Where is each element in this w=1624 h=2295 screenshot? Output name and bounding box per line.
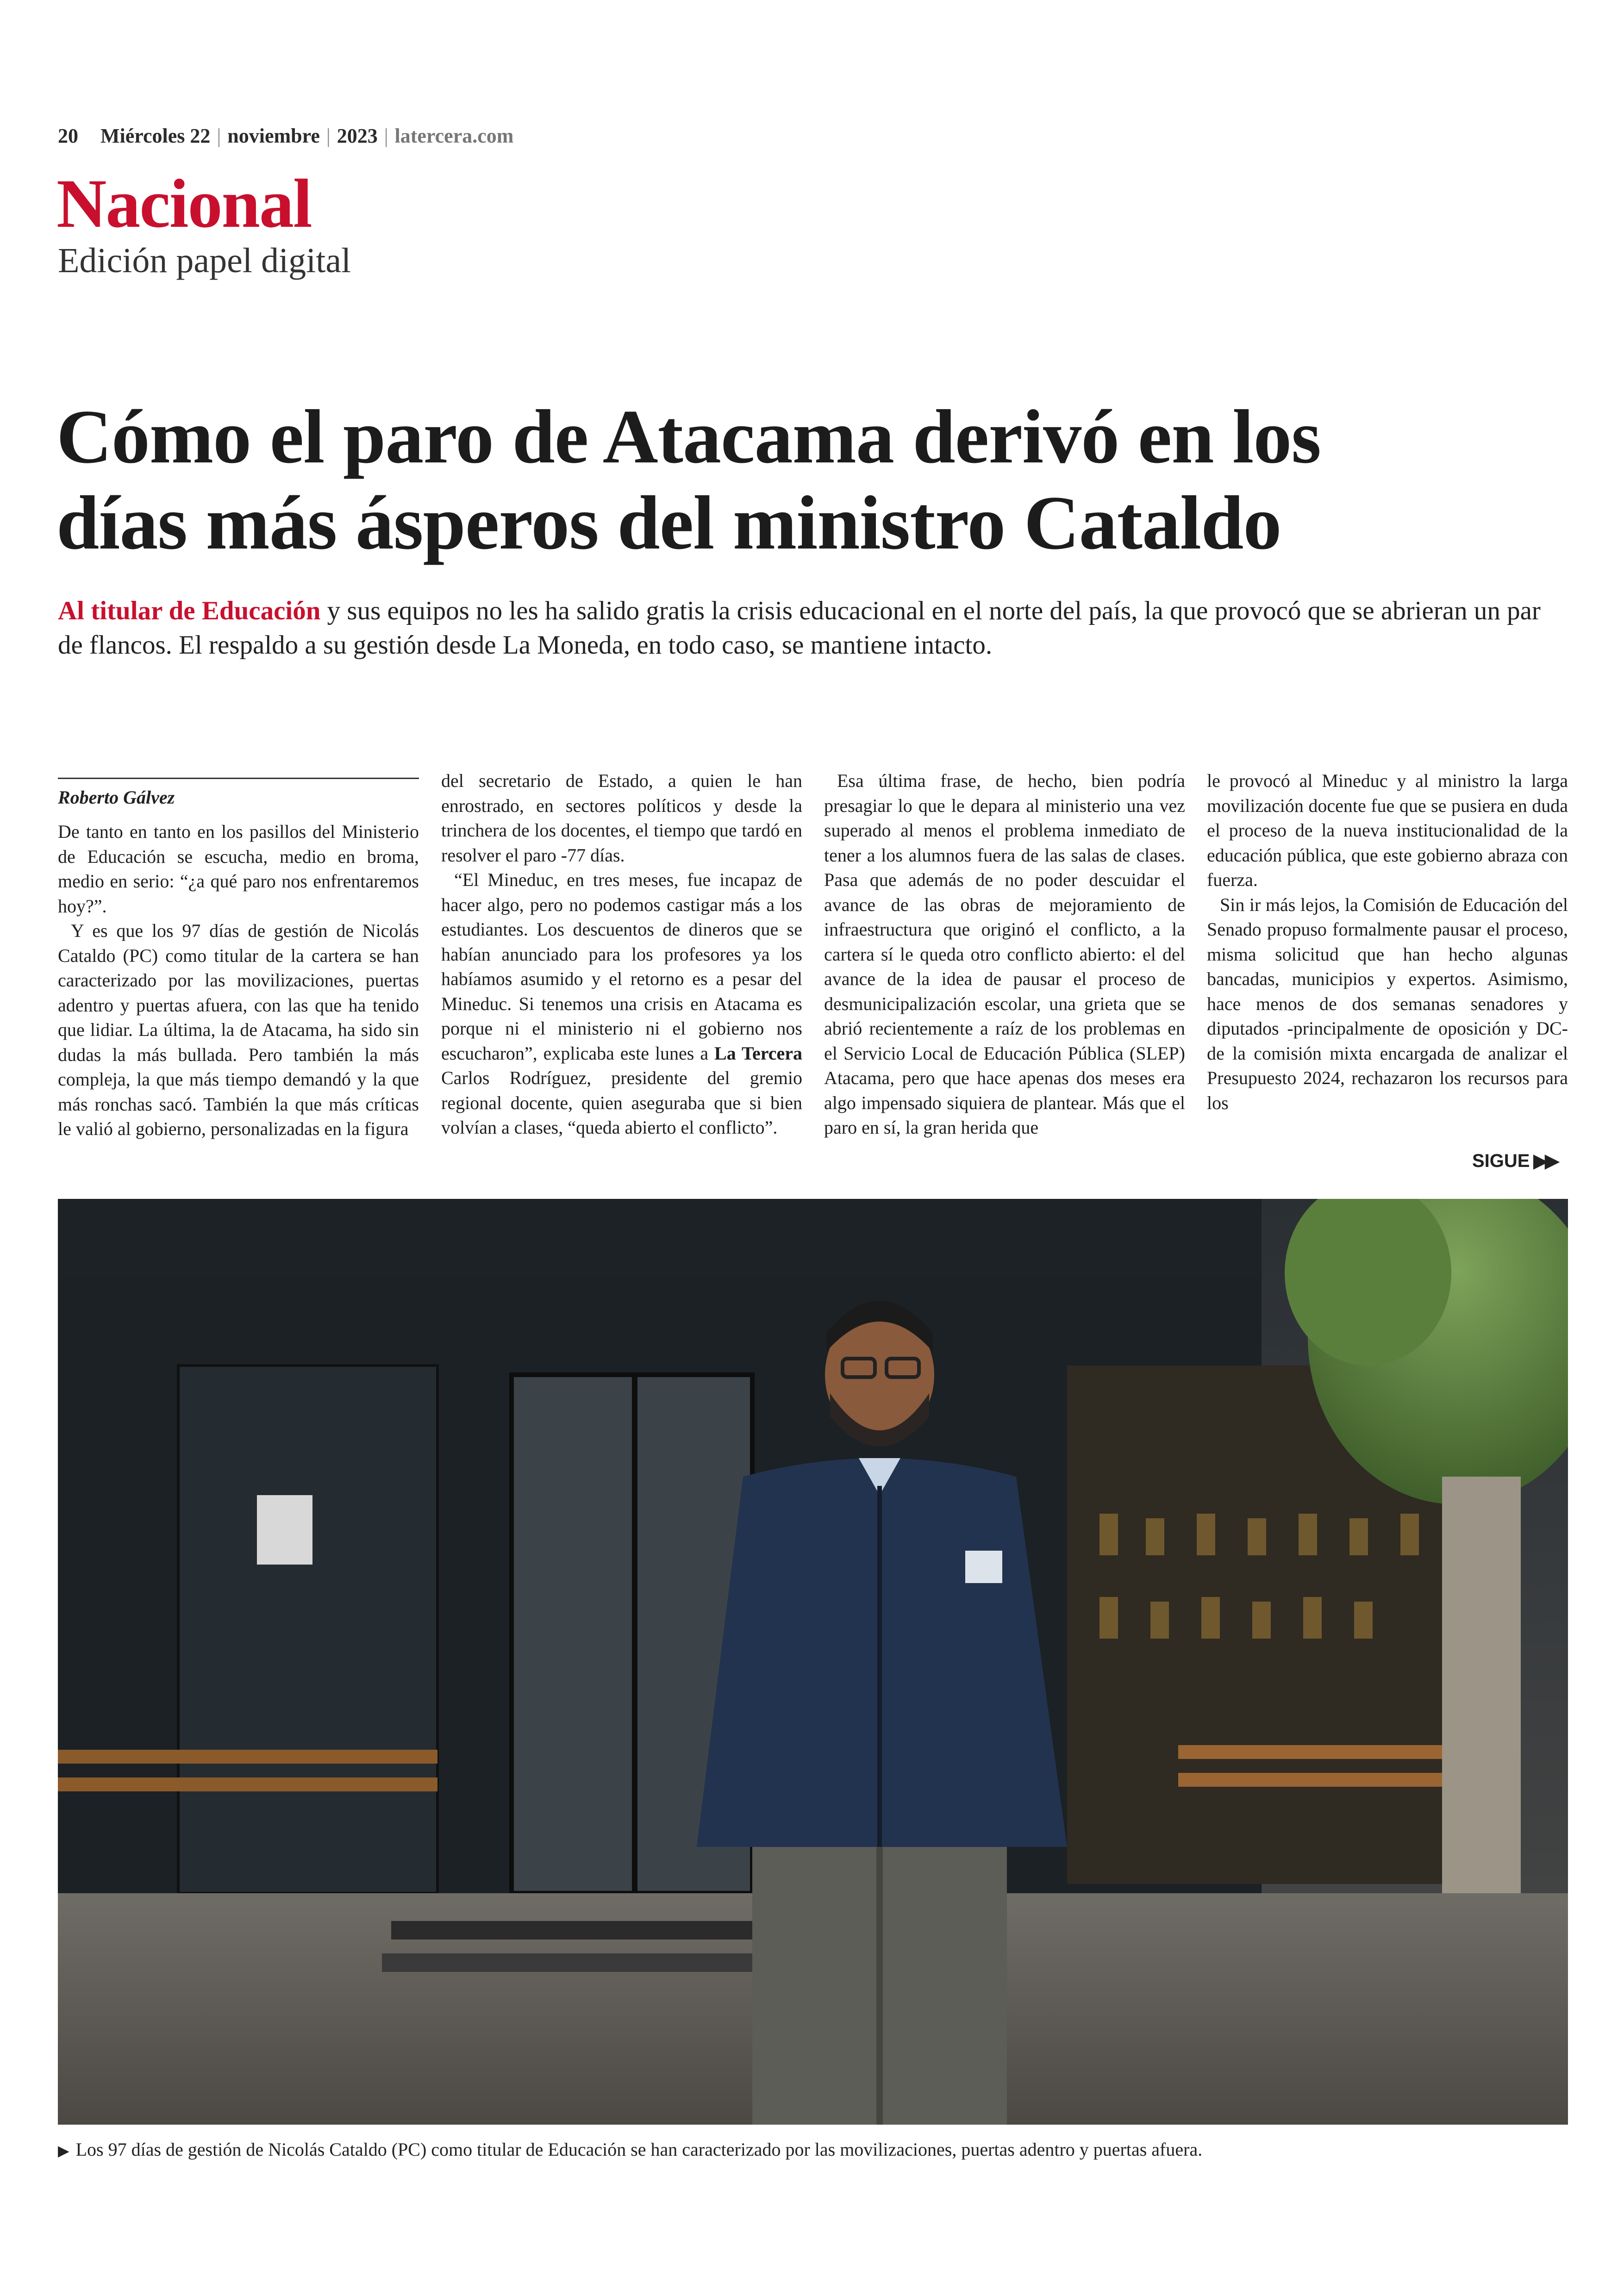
deck-lead: Al titular de Educación [58, 596, 321, 625]
paragraph: Esa última frase, de hecho, bien podría presagiar lo que le depara al ministerio una vez superado al menos el problema inmediato de tener a los alumnos fuera de las salas de clases. Pasa que además de no poder descuidar el avance de las obras de mejoramiento de infraestructura que originó el conflicto, a la cartera sí le queda otro conflicto abierto: el del avance de la idea de pausar el proceso de desmunicipalización escolar, una grieta que se abrió recientemente a raíz de los problemas en el Servicio Local de Educación Pública (SLEP) Atacama, pero que hace apenas dos meses era algo impensado siquiera de plantear. Más que el paro en sí, la gran herida que [824, 770, 1185, 1138]
paragraph: Sin ir más lejos, la Comisión de Educación del Senado propuso formalmente pausar el proceso, misma solicitud que han hecho algunas bancadas, municipios y expertos. Asimismo, hace menos de dos semanas senadores y diputados -principalmente de oposición y DC- de la comisión mixta encargada de analizar el Presupuesto 2024, rechazaron los recursos para los [1207, 894, 1568, 1113]
continue-label: SIGUE [1472, 1151, 1530, 1171]
date-year: 2023 [337, 125, 378, 147]
paragraph-text: Carlos Rodríguez, presidente del gremio regional docente, quien aseguraba que si bien volvían a clases, “queda abierto el conflicto”. [441, 1067, 802, 1138]
caption-text: Los 97 días de gestión de Nicolás Cataldo (PC) como titular de Educación se han caracterizado por las movilizaciones, puertas adentro y puertas afuera. [75, 2139, 1203, 2160]
body-column-2 [441, 768, 802, 1140]
deck-text: y sus equipos no les ha salido gratis la crisis educacional en el norte del país, la que provocó que se abrieran un par de flancos. El respaldo a su gestión desde La Moneda, en todo caso, se mantiene intacto. [58, 596, 1541, 660]
photo-illustration [58, 1199, 1568, 2125]
body-column-4 [1207, 768, 1568, 1115]
paragraph-text: “El Mineduc, en tres meses, fue incapaz de hacer algo, pero no podemos castigar más a los estudiantes. Los descuentos de dineros que se habían anunciado para los profesores ya los habíamos asumido y el retorno es a pesar del Mineduc. Si tenemos una crisis en Atacama es porque ni el ministerio ni el gobierno nos escucharon”, explicaba este lunes a [441, 869, 802, 1064]
paragraph: De tanto en tanto en los pasillos del Ministerio de Educación se escucha, medio en broma, medio en serio: “¿a qué paro nos enfrentaremos hoy?”. [58, 821, 419, 917]
site-link[interactable]: latercera.com [394, 125, 514, 147]
page-number: 20 [58, 125, 78, 147]
deck [58, 594, 1558, 662]
headline-line-1: Cómo el paro de Atacama derivó en los [56, 394, 1321, 479]
paragraph [441, 867, 802, 1140]
byline: Roberto Gálvez [58, 778, 419, 808]
date-weekday-day: Miércoles 22 [100, 125, 211, 147]
continue-marker[interactable] [1472, 1150, 1556, 1172]
caption-arrow-icon: ▶ [58, 2142, 69, 2159]
article-photo [58, 1199, 1568, 2125]
paragraph: del secretario de Estado, a quien le han enrostrado, en sectores políticos y desde la trinchera de los docentes, el tiempo que tardó en resolver el paro -77 días. [441, 770, 802, 866]
section-title: Nacional [56, 165, 312, 242]
headline-line-2: días más ásperos del ministro Cataldo [56, 480, 1281, 565]
headline [56, 393, 1575, 566]
page-folio: 20 Miércoles 22 | noviembre | 2023 | latercera.com [58, 125, 514, 147]
newspaper-name: La Tercera [714, 1042, 802, 1064]
paragraph: le provocó al Mineduc y al ministro la larga movilización docente fue que se pusiera en duda el proceso de la nueva institucionalidad de la educación pública, que este gobierno abraza con fuerza. [1207, 770, 1568, 890]
double-arrow-icon: ▶▶ [1533, 1151, 1557, 1171]
edition-label: Edición papel digital [58, 241, 351, 280]
paragraph: Y es que los 97 días de gestión de Nicolás Cataldo (PC) como titular de la cartera se han caracterizado por las movilizaciones, puertas adentro y puertas afuera, con las que ha tenido que lidiar. La última, la de Atacama, ha sido sin dudas la más bullada. Pero también la más compleja, la que más tiempo demandó y la que más ronchas sacó. También la que más críticas le valió al gobierno, personalizadas en la figura [58, 920, 419, 1139]
body-column-1 [58, 819, 419, 1141]
photo-caption [58, 2139, 1568, 2160]
body-column-3 [824, 768, 1185, 1140]
date-month: noviembre [227, 125, 320, 147]
